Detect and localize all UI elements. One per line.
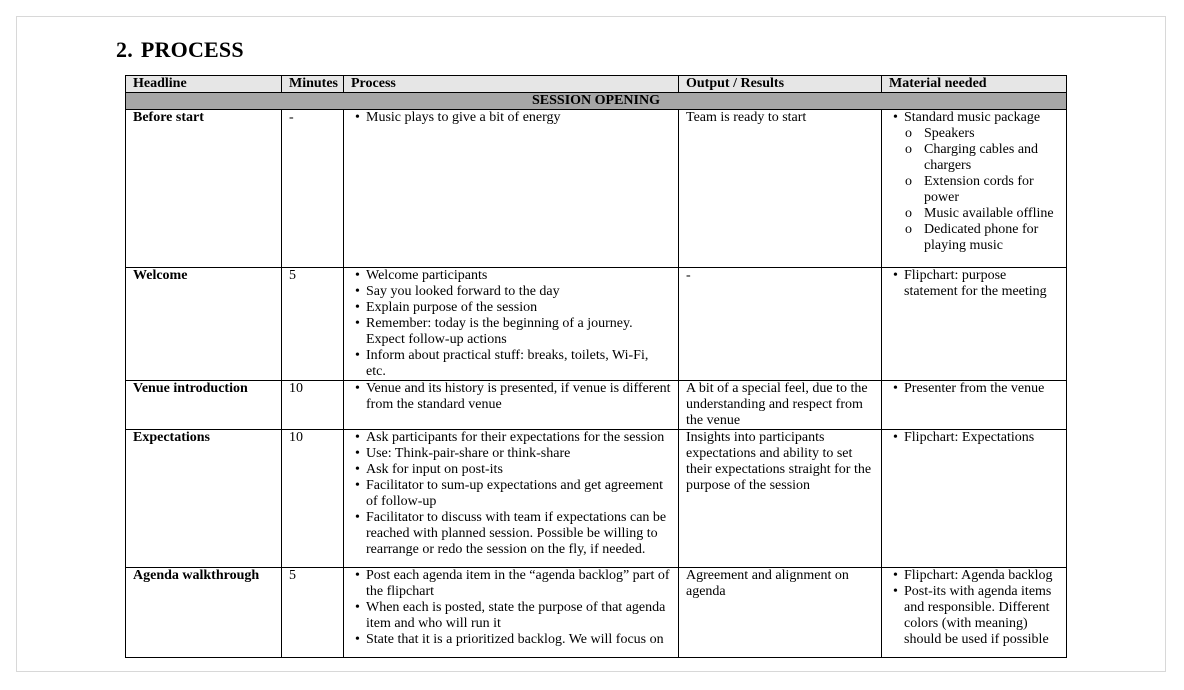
section-heading	[116, 37, 244, 63]
process-list	[351, 381, 671, 413]
document-page	[16, 16, 1166, 672]
process-item: • Ask for input on post-its	[366, 462, 671, 478]
row-headline: Before start	[126, 110, 282, 268]
header-output: Output / Results	[679, 76, 882, 93]
process-item: • Facilitator to discuss with team if expectations can be reached with planned session. Possible be willing to rearrange or redo the session on the fly, if needed.	[366, 510, 671, 558]
material-subitem: o Music available offline	[924, 206, 1059, 222]
process-item: • Say you looked forward to the day	[366, 284, 671, 300]
row-process	[344, 268, 679, 381]
process-item: • Facilitator to sum-up expectations and get agreement of follow-up	[366, 478, 671, 510]
session-band-label: SESSION OPENING	[126, 93, 1067, 110]
row-headline: Venue introduction	[126, 381, 282, 430]
material-item: • Flipchart: Agenda backlog	[904, 568, 1059, 584]
header-headline: Headline	[126, 76, 282, 93]
table-row	[126, 430, 1067, 568]
table-row	[126, 110, 1067, 268]
row-material	[882, 430, 1067, 568]
material-subitem: o Charging cables and chargers	[924, 142, 1059, 174]
row-process	[344, 381, 679, 430]
section-title: PROCESS	[140, 37, 244, 62]
row-process	[344, 110, 679, 268]
header-minutes: Minutes	[282, 76, 344, 93]
process-table	[125, 75, 1067, 658]
row-output: -	[679, 268, 882, 381]
material-list	[889, 430, 1059, 446]
row-material	[882, 110, 1067, 268]
material-subitem: o Speakers	[924, 126, 1059, 142]
header-process: Process	[344, 76, 679, 93]
row-minutes: 10	[282, 381, 344, 430]
process-list	[351, 268, 671, 380]
material-sublist	[904, 126, 1059, 254]
material-item: • Flipchart: purpose statement for the meeting	[904, 268, 1059, 300]
row-material	[882, 381, 1067, 430]
table-row	[126, 268, 1067, 381]
table-row	[126, 568, 1067, 658]
material-item: • Flipchart: Expectations	[904, 430, 1059, 446]
material-subitem: o Extension cords for power	[924, 174, 1059, 206]
row-minutes: 10	[282, 430, 344, 568]
process-list	[351, 110, 671, 126]
row-output: Insights into participants expectations and ability to set their expectations straight for the purpose of the session	[679, 430, 882, 568]
row-output: A bit of a special feel, due to the understanding and respect from the venue	[679, 381, 882, 430]
material-list	[889, 268, 1059, 300]
process-item: • Welcome participants	[366, 268, 671, 284]
material-item-label: Standard music package	[904, 110, 1041, 125]
process-item: • Remember: today is the beginning of a journey. Expect follow-up actions	[366, 316, 671, 348]
row-process	[344, 568, 679, 658]
header-material: Material needed	[882, 76, 1067, 93]
process-item: • Post each agenda item in the “agenda backlog” part of the flipchart	[366, 568, 671, 600]
table-header-row	[126, 76, 1067, 93]
process-item: • Ask participants for their expectations for the session	[366, 430, 671, 446]
process-item: • Music plays to give a bit of energy	[366, 110, 671, 126]
process-item: • Inform about practical stuff: breaks, toilets, Wi-Fi, etc.	[366, 348, 671, 380]
material-item: • Post-its with agenda items and responsible. Different colors (with meaning) should be used if possible	[904, 584, 1059, 648]
process-item: • Venue and its history is presented, if venue is different from the standard venue	[366, 381, 671, 413]
row-material	[882, 268, 1067, 381]
material-list	[889, 568, 1059, 648]
material-subitem: o Dedicated phone for playing music	[924, 222, 1059, 254]
material-list	[889, 110, 1059, 254]
row-headline: Expectations	[126, 430, 282, 568]
material-item: • Presenter from the venue	[904, 381, 1059, 397]
process-item: • Explain purpose of the session	[366, 300, 671, 316]
row-minutes: -	[282, 110, 344, 268]
material-item	[904, 110, 1059, 254]
session-band-row	[126, 93, 1067, 110]
process-item: • When each is posted, state the purpose of that agenda item and who will run it	[366, 600, 671, 632]
process-item: • State that it is a prioritized backlog. We will focus on	[366, 632, 671, 648]
table-row	[126, 381, 1067, 430]
row-process	[344, 430, 679, 568]
material-list	[889, 381, 1059, 397]
row-minutes: 5	[282, 568, 344, 658]
row-minutes: 5	[282, 268, 344, 381]
row-output: Agreement and alignment on agenda	[679, 568, 882, 658]
section-number: 2.	[116, 37, 133, 62]
process-list	[351, 430, 671, 558]
process-item: • Use: Think-pair-share or think-share	[366, 446, 671, 462]
row-material	[882, 568, 1067, 658]
row-headline: Agenda walkthrough	[126, 568, 282, 658]
row-output: Team is ready to start	[679, 110, 882, 268]
process-list	[351, 568, 671, 648]
row-headline: Welcome	[126, 268, 282, 381]
